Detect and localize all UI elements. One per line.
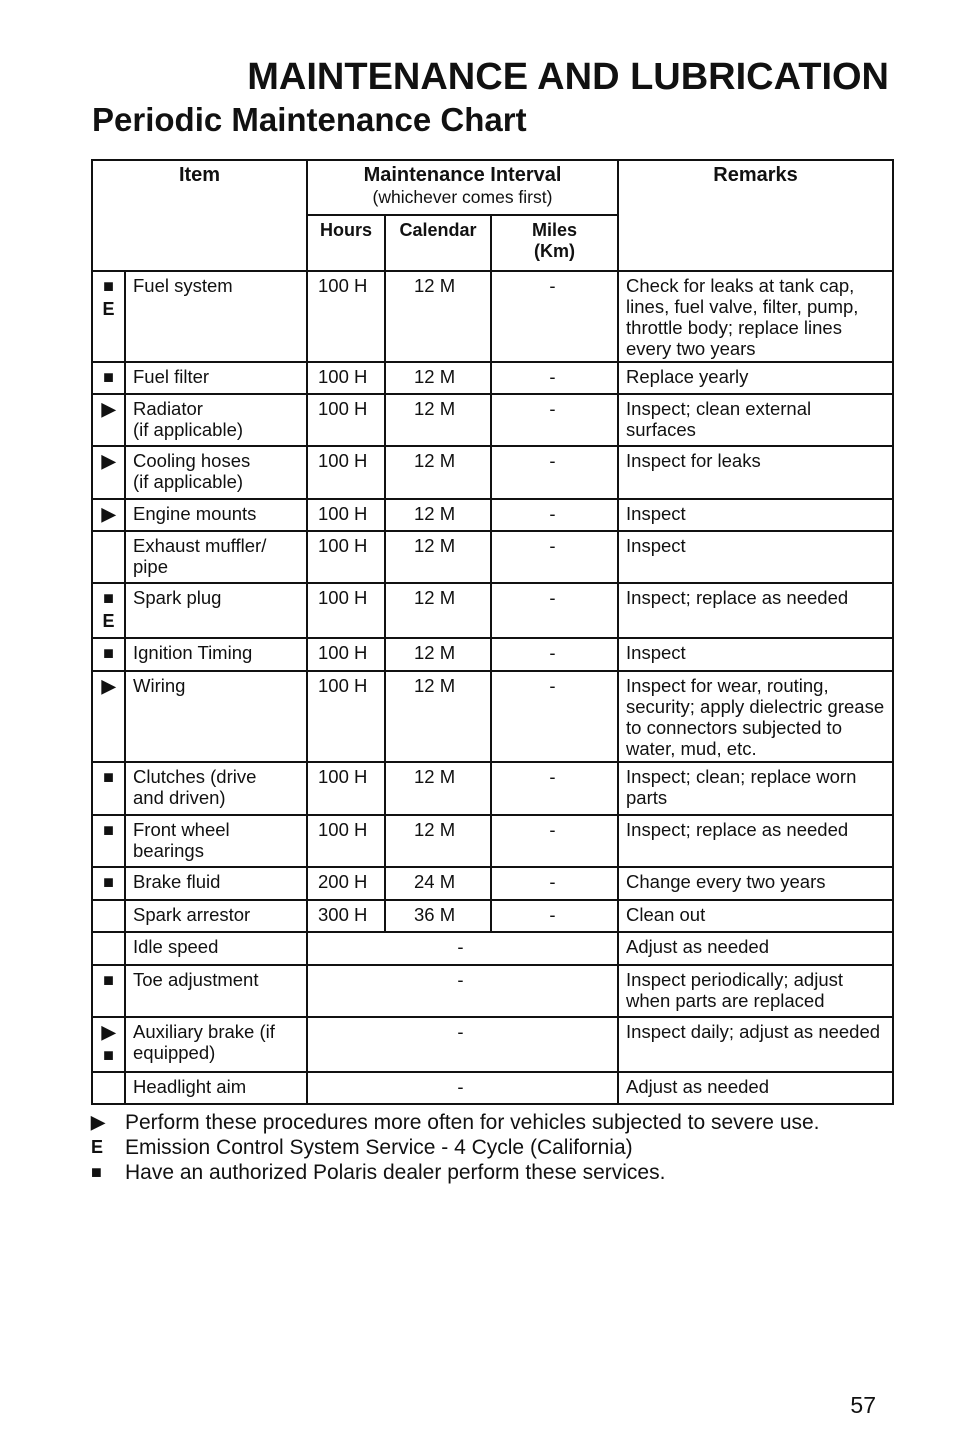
calendar-cell: 12 M (385, 815, 491, 867)
header-calendar: Calendar (385, 215, 491, 271)
item-label: Auxiliary brake (if (133, 1021, 275, 1042)
dealer-service-icon: ■ (103, 588, 114, 608)
miles-cell: - (491, 446, 618, 499)
symbol-cell (92, 932, 125, 965)
table-row (92, 531, 893, 583)
calendar-cell: 12 M (385, 531, 491, 583)
symbol-cell (92, 583, 125, 638)
remarks-cell: Check for leaks at tank cap, lines, fuel valve, filter, pump, throttle body; replace lines every two years (618, 271, 893, 362)
hours-cell: 100 H (307, 583, 385, 638)
symbol-cell (92, 531, 125, 583)
dealer-service-icon: ■ (103, 276, 114, 296)
miles-cell: - (491, 394, 618, 446)
remarks-cell: Inspect for wear, routing, security; apply dielectric grease to connectors subjected to water, mud, etc. (618, 671, 893, 762)
item-cell: Toe adjustment (125, 965, 307, 1017)
header-miles-label: Miles (531, 220, 578, 240)
hours-cell: 100 H (307, 815, 385, 867)
remarks-cell: Adjust as needed (618, 1072, 893, 1104)
header-interval (307, 160, 618, 215)
item-label: Front wheel (133, 819, 230, 840)
table-row (92, 900, 893, 932)
item-note: (if applicable) (133, 471, 244, 492)
calendar-cell: 12 M (385, 583, 491, 638)
calendar-cell: 12 M (385, 638, 491, 671)
item-cell (125, 1017, 307, 1072)
calendar-cell: 12 M (385, 271, 491, 362)
emission-icon: E (102, 299, 115, 319)
remarks-cell: Replace yearly (618, 362, 893, 394)
hours-cell: 100 H (307, 531, 385, 583)
calendar-cell: 12 M (385, 499, 491, 531)
table-row (92, 762, 893, 815)
legend-item (91, 1110, 820, 1135)
calendar-cell: 24 M (385, 867, 491, 900)
dealer-service-icon: ■ (103, 367, 114, 387)
table-row (92, 965, 893, 1017)
remarks-cell: Change every two years (618, 867, 893, 900)
item-note: (if applicable) (133, 419, 244, 440)
calendar-cell: 12 M (385, 362, 491, 394)
miles-cell: - (491, 583, 618, 638)
item-cell: Fuel system (125, 271, 307, 362)
item-cell (125, 446, 307, 499)
emission-icon: E (91, 1137, 104, 1157)
dealer-service-icon: ■ (103, 820, 114, 840)
legend-item (91, 1160, 820, 1185)
hours-cell: 100 H (307, 762, 385, 815)
interval-cell: - (307, 1017, 618, 1072)
table-row (92, 638, 893, 671)
maintenance-table (91, 159, 894, 1105)
miles-cell: - (491, 671, 618, 762)
table-row (92, 815, 893, 867)
header-interval-note: (whichever comes first) (372, 187, 553, 207)
miles-cell: - (491, 271, 618, 362)
header-miles (491, 215, 618, 271)
miles-cell: - (491, 900, 618, 932)
calendar-cell: 36 M (385, 900, 491, 932)
item-cell: Fuel filter (125, 362, 307, 394)
symbol-cell (92, 815, 125, 867)
legend-text: Perform these procedures more often for vehicles subjected to severe use. (125, 1111, 820, 1134)
table-row (92, 1017, 893, 1072)
item-note: and driven) (133, 787, 226, 808)
table-row (92, 867, 893, 900)
table-row (92, 1072, 893, 1104)
dealer-service-icon: ■ (103, 767, 114, 787)
page-number: 57 (850, 1392, 876, 1418)
hours-cell: 100 H (307, 271, 385, 362)
hours-cell: 300 H (307, 900, 385, 932)
table-row (92, 271, 893, 362)
interval-cell: - (307, 1072, 618, 1104)
severe-use-icon: ▶ (101, 451, 116, 471)
hours-cell: 100 H (307, 394, 385, 446)
severe-use-icon: ▶ (101, 399, 116, 419)
miles-cell: - (491, 815, 618, 867)
symbol-cell (92, 900, 125, 932)
symbol-cell (92, 362, 125, 394)
item-label: Exhaust muffler/ (133, 535, 267, 556)
symbol-cell (92, 271, 125, 362)
symbol-cell (92, 1072, 125, 1104)
table-row (92, 362, 893, 394)
severe-use-icon: ▶ (101, 504, 116, 524)
dealer-service-icon: ■ (91, 1162, 102, 1182)
miles-cell: - (491, 867, 618, 900)
hours-cell: 100 H (307, 638, 385, 671)
page-subtitle: Periodic Maintenance Chart (92, 101, 527, 138)
item-note: pipe (133, 556, 168, 577)
dealer-service-icon: ■ (103, 970, 114, 990)
emission-icon: E (102, 611, 115, 631)
hours-cell: 100 H (307, 446, 385, 499)
item-cell: Headlight aim (125, 1072, 307, 1104)
calendar-cell: 12 M (385, 394, 491, 446)
symbol-cell (92, 446, 125, 499)
remarks-cell: Inspect periodically; adjust when parts are replaced (618, 965, 893, 1017)
severe-use-icon: ▶ (101, 1022, 116, 1042)
header-interval-title: Maintenance Interval (363, 164, 562, 186)
item-label: Clutches (drive (133, 766, 257, 787)
table-row (92, 394, 893, 446)
symbol-cell (92, 638, 125, 671)
table-row (92, 446, 893, 499)
symbol-cell (92, 867, 125, 900)
table-row (92, 671, 893, 762)
dealer-service-icon: ■ (103, 1045, 114, 1065)
dealer-service-icon: ■ (103, 872, 114, 892)
miles-cell: - (491, 531, 618, 583)
remarks-cell: Inspect daily; adjust as needed (618, 1017, 893, 1072)
legend (91, 1110, 820, 1185)
header-km-label: (Km) (534, 241, 575, 261)
item-cell: Ignition Timing (125, 638, 307, 671)
miles-cell: - (491, 762, 618, 815)
table-row (92, 583, 893, 638)
item-label: Radiator (133, 398, 203, 419)
remarks-cell: Inspect (618, 531, 893, 583)
symbol-cell (92, 762, 125, 815)
header-hours: Hours (307, 215, 385, 271)
miles-cell: - (491, 499, 618, 531)
symbol-cell (92, 499, 125, 531)
hours-cell: 100 H (307, 362, 385, 394)
hours-cell: 100 H (307, 671, 385, 762)
remarks-cell: Inspect (618, 499, 893, 531)
hours-cell: 100 H (307, 499, 385, 531)
legend-text: Have an authorized Polaris dealer perform these services. (125, 1161, 666, 1184)
severe-use-icon: ▶ (91, 1112, 105, 1132)
item-note: bearings (133, 840, 204, 861)
item-cell: Engine mounts (125, 499, 307, 531)
calendar-cell: 12 M (385, 762, 491, 815)
hours-cell: 200 H (307, 867, 385, 900)
symbol-cell (92, 671, 125, 762)
remarks-cell: Inspect; replace as needed (618, 583, 893, 638)
legend-item (91, 1135, 820, 1160)
item-cell (125, 394, 307, 446)
symbol-cell (92, 394, 125, 446)
remarks-cell: Inspect; clean external surfaces (618, 394, 893, 446)
symbol-cell (92, 965, 125, 1017)
miles-cell: - (491, 362, 618, 394)
item-cell: Idle speed (125, 932, 307, 965)
item-cell: Spark plug (125, 583, 307, 638)
severe-use-icon: ▶ (101, 676, 116, 696)
remarks-cell: Clean out (618, 900, 893, 932)
miles-cell: - (491, 638, 618, 671)
header-item: Item (92, 160, 307, 271)
page-title: MAINTENANCE AND LUBRICATION (247, 56, 889, 98)
table-row (92, 499, 893, 531)
calendar-cell: 12 M (385, 671, 491, 762)
symbol-cell (92, 1017, 125, 1072)
remarks-cell: Inspect (618, 638, 893, 671)
table-row (92, 932, 893, 965)
remarks-cell: Inspect for leaks (618, 446, 893, 499)
remarks-cell: Inspect; clean; replace worn parts (618, 762, 893, 815)
item-cell (125, 762, 307, 815)
interval-cell: - (307, 965, 618, 1017)
header-remarks: Remarks (618, 160, 893, 271)
item-cell (125, 531, 307, 583)
remarks-cell: Adjust as needed (618, 932, 893, 965)
legend-text: Emission Control System Service - 4 Cycle (California) (125, 1136, 633, 1159)
item-cell: Brake fluid (125, 867, 307, 900)
calendar-cell: 12 M (385, 446, 491, 499)
remarks-cell: Inspect; replace as needed (618, 815, 893, 867)
item-note: equipped) (133, 1042, 216, 1063)
item-cell: Spark arrestor (125, 900, 307, 932)
item-label: Cooling hoses (133, 450, 251, 471)
item-cell (125, 815, 307, 867)
interval-cell: - (307, 932, 618, 965)
item-cell: Wiring (125, 671, 307, 762)
dealer-service-icon: ■ (103, 643, 114, 663)
